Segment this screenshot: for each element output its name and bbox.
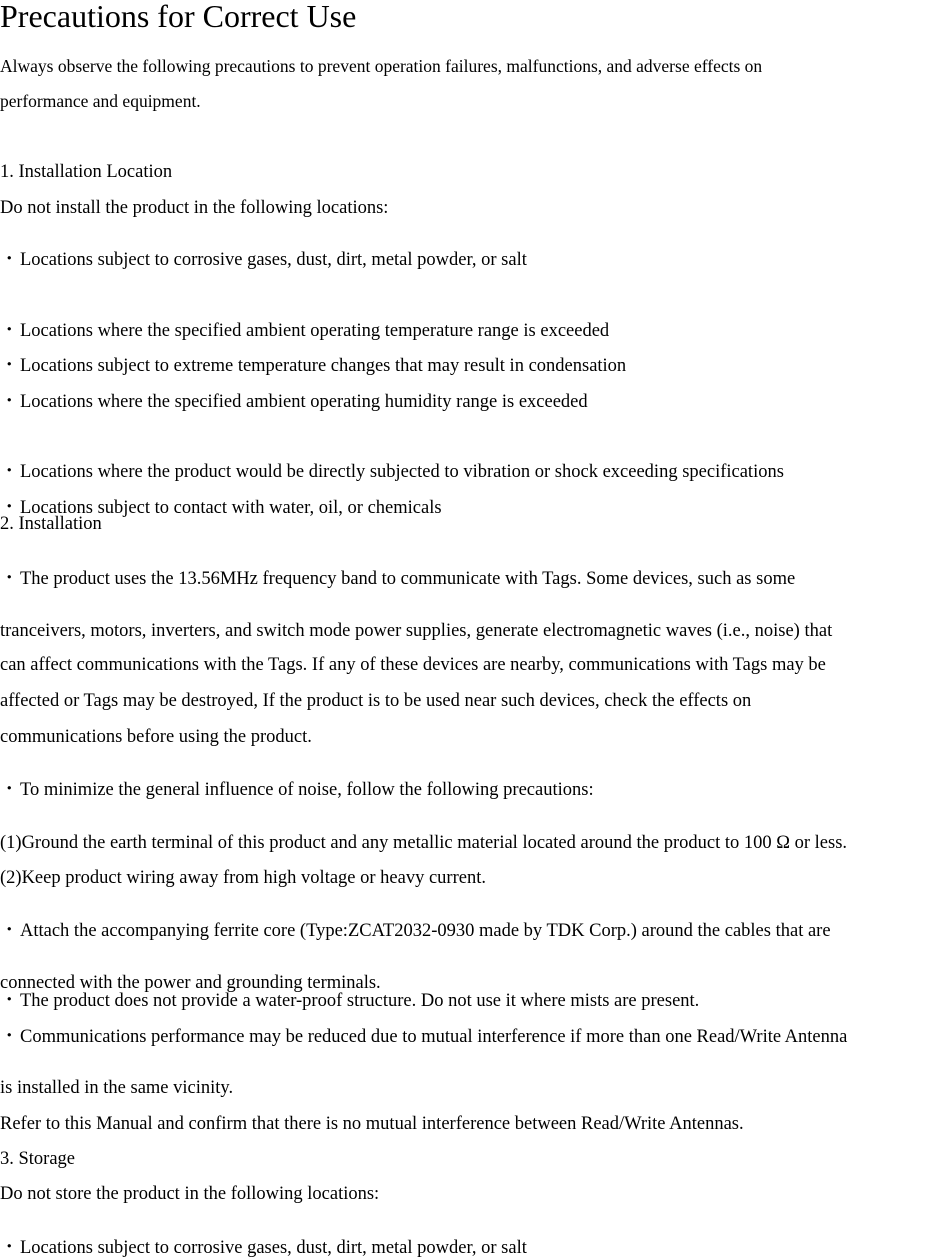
interference-note-line: Communications performance may be reduced due to mutual interference if more than one Read/Write Antenna [20, 1027, 848, 1047]
section-1-item: Locations subject to contact with water, oil, or chemicals [20, 498, 442, 518]
section-3-item: Locations subject to corrosive gases, dust, dirt, metal powder, or salt [20, 1238, 527, 1258]
intro-line-2: performance and equipment. [0, 91, 201, 111]
ferrite-note-line: connected with the power and grounding terminals. [0, 973, 381, 993]
noise-step: (1)Ground the earth terminal of this product and any metallic material located around the product to 100 Ω or less. [0, 833, 848, 853]
bullet-icon: ・ [0, 1238, 19, 1258]
ferrite-note-line: Attach the accompanying ferrite core (Type:ZCAT2032-0930 made by TDK Corp.) around the cables that are [20, 921, 831, 941]
water-note: The product does not provide a water-proof structure. Do not use it where mists are present. [20, 991, 700, 1011]
bullet-icon: ・ [0, 321, 19, 341]
frequency-note-line: affected or Tags may be destroyed, If the product is to be used near such devices, check the effects on [0, 691, 752, 711]
section-1-item: Locations subject to corrosive gases, dust, dirt, metal powder, or salt [20, 250, 527, 270]
section-3-lead: Do not store the product in the following locations: [0, 1184, 380, 1204]
bullet-icon: ・ [0, 780, 19, 800]
section-1-heading: 1. Installation Location [0, 162, 173, 182]
refer-note: Refer to this Manual and confirm that there is no mutual interference between Read/Write Antennas. [0, 1114, 744, 1134]
section-3-heading: 3. Storage [0, 1149, 76, 1169]
section-2-heading: 2. Installation [0, 514, 102, 534]
frequency-note-line: communications before using the product. [0, 727, 312, 747]
bullet-icon: ・ [0, 991, 19, 1011]
bullet-icon: ・ [0, 250, 19, 270]
bullet-icon: ・ [0, 392, 19, 412]
section-1-item: Locations subject to extreme temperature changes that may result in condensation [20, 356, 627, 376]
bullet-icon: ・ [0, 569, 19, 589]
noise-note: To minimize the general influence of noise, follow the following precautions: [20, 780, 594, 800]
frequency-note-line: The product uses the 13.56MHz frequency band to communicate with Tags. Some devices, such as some [20, 569, 796, 589]
section-1-item: Locations where the specified ambient operating humidity range is exceeded [20, 392, 588, 412]
bullet-icon: ・ [0, 921, 19, 941]
intro-line-1: Always observe the following precautions to prevent operation failures, malfunctions, and adverse effects on [0, 56, 763, 76]
section-1-item: Locations where the product would be directly subjected to vibration or shock exceeding specifications [20, 462, 784, 482]
page-title: Precautions for Correct Use [0, 0, 357, 34]
bullet-icon: ・ [0, 498, 19, 518]
frequency-note-line: tranceivers, motors, inverters, and switch mode power supplies, generate electromagnetic waves (i.e., noise) that [0, 621, 833, 641]
frequency-note-line: can affect communications with the Tags. If any of these devices are nearby, communications with Tags may be [0, 655, 826, 675]
section-1-item: Locations where the specified ambient operating temperature range is exceeded [20, 321, 610, 341]
section-1-lead: Do not install the product in the following locations: [0, 198, 389, 218]
bullet-icon: ・ [0, 1027, 19, 1047]
bullet-icon: ・ [0, 356, 19, 376]
interference-note-line: is installed in the same vicinity. [0, 1078, 234, 1098]
noise-step: (2)Keep product wiring away from high voltage or heavy current. [0, 868, 486, 888]
bullet-icon: ・ [0, 462, 19, 482]
